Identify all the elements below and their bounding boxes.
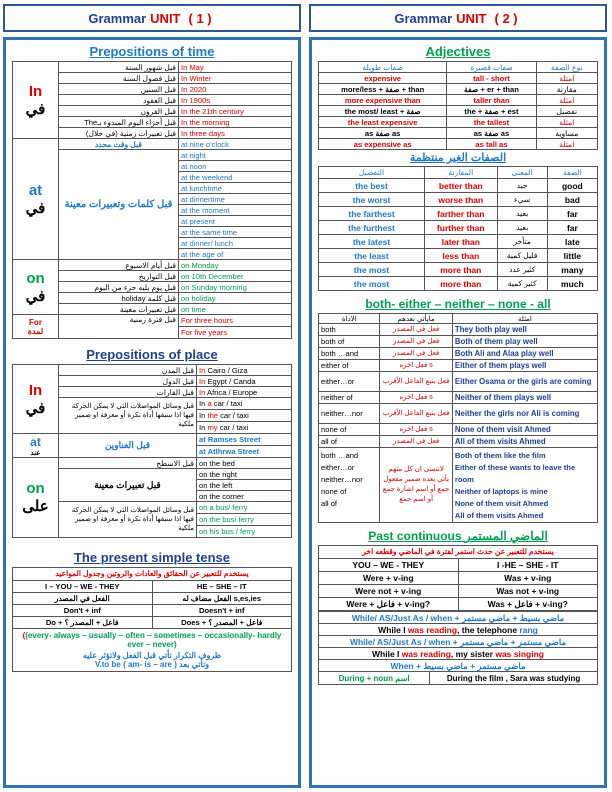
time-title: Prepositions of time bbox=[89, 44, 215, 59]
table-cell: For five years bbox=[179, 327, 292, 339]
table-cell: at the weekend bbox=[179, 172, 292, 183]
table-cell: فعل يتبع الفاعل الأقرب bbox=[380, 404, 453, 424]
both-row bbox=[319, 404, 598, 424]
adjectives-row bbox=[319, 117, 598, 128]
time-on-label: on في bbox=[13, 260, 59, 315]
unit1-title-word: Grammar bbox=[88, 10, 147, 26]
table-cell: Were not + v-ing bbox=[319, 585, 458, 598]
table-cell: In 2020 bbox=[179, 84, 292, 95]
table-cell: الفعل مضاف له s,es,ies bbox=[152, 593, 291, 605]
table-cell: as صفة as bbox=[447, 128, 536, 139]
present-adverbs-ar: ظروف التكرار تأتي قبل الفعل ولاتؤثر عليه bbox=[82, 651, 222, 660]
both-row bbox=[319, 336, 598, 348]
adjectives-row bbox=[319, 95, 598, 106]
table-cell: on the left bbox=[197, 480, 292, 491]
table-cell: قبل شهور السنة bbox=[59, 62, 179, 73]
table-cell: the tallest bbox=[447, 117, 536, 128]
table-cell: بعيد bbox=[497, 221, 547, 235]
present-usage: يستخدم للتعبير عن الحقائق والعادات والروتين وجدول المواعيد bbox=[55, 569, 249, 578]
table-cell: Was + فاعل + v-ing? bbox=[458, 598, 597, 611]
table-cell: at nine o'clock bbox=[179, 139, 292, 150]
adjectives-table bbox=[318, 61, 598, 150]
table-cell: Does + فاعل + المصدر ؟ bbox=[152, 617, 291, 629]
past-line-3: While/ AS/Just As / when + ماضي مستمر + ماضي مستمر bbox=[319, 635, 597, 647]
table-cell: In a car / taxi bbox=[197, 398, 292, 410]
place-on-row bbox=[13, 458, 292, 469]
table-cell: كثير عدد bbox=[497, 263, 547, 277]
table-cell: further than bbox=[425, 221, 498, 235]
table-cell: either of bbox=[319, 360, 380, 372]
both-row bbox=[319, 392, 598, 404]
table-cell: قبل المدن bbox=[59, 365, 197, 376]
table-cell: on the bed bbox=[197, 458, 292, 469]
place-on-label: on على bbox=[13, 458, 59, 538]
table-cell: at the age of bbox=[179, 249, 292, 260]
table-cell: لاتنسى ان كل منهم يأتي بعده ضمير مفعول جمع أو اسم اشارة جمع أو اسم جمع bbox=[380, 448, 453, 523]
table-cell: الصفة bbox=[547, 167, 597, 179]
table-cell: both of bbox=[319, 336, 380, 348]
table-cell: HE – SHE – IT bbox=[152, 581, 291, 593]
table-cell: In May bbox=[179, 62, 292, 73]
table-cell: Do + فاعل + المصدر ؟ bbox=[13, 617, 152, 629]
table-cell: قبل فترة زمنية bbox=[59, 315, 179, 339]
place-in-row bbox=[13, 365, 292, 376]
irregular-row bbox=[319, 235, 598, 249]
table-cell: قبل وقت محدد bbox=[59, 139, 179, 150]
table-cell: بعيد bbox=[497, 207, 547, 221]
table-cell: امثلة bbox=[536, 139, 597, 150]
present-row bbox=[13, 617, 291, 629]
present-row bbox=[13, 581, 291, 593]
table-cell: all of bbox=[319, 436, 380, 448]
table-cell: many bbox=[547, 263, 597, 277]
adjectives-header bbox=[319, 62, 598, 73]
table-cell: on the bus/ ferry bbox=[197, 514, 292, 526]
table-cell: on the right bbox=[197, 469, 292, 480]
time-at-row bbox=[13, 139, 292, 150]
present-adverbs: ((every- always – usually – often – sometimes – occasionally- hardly ever – never) bbox=[22, 631, 282, 649]
adjectives-row bbox=[319, 84, 598, 95]
present-row bbox=[13, 593, 291, 605]
table-cell: farther than bbox=[425, 207, 498, 221]
table-cell: قبل تعبيرات معينة bbox=[59, 469, 197, 502]
table-cell: the latest bbox=[319, 235, 425, 249]
table-cell: امثلة bbox=[536, 73, 597, 84]
table-cell: bad bbox=[547, 193, 597, 207]
both-row bbox=[319, 360, 598, 372]
table-cell: صفة + er + than bbox=[447, 84, 536, 95]
both-row bbox=[319, 324, 598, 336]
table-cell: late bbox=[547, 235, 597, 249]
table-cell: the + صفة + est bbox=[447, 106, 536, 117]
table-cell: more expensive than bbox=[319, 95, 447, 106]
table-cell: قبل العقود bbox=[59, 95, 179, 106]
table-cell: Both Ali and Alaa play well bbox=[452, 348, 597, 360]
unit2-title-unit: UNIT bbox=[456, 10, 487, 26]
table-cell: the worst bbox=[319, 193, 425, 207]
past-line-1: While/ AS/Just As / when + ماضي بسيط + ماضي مستمر bbox=[319, 611, 597, 623]
past-row bbox=[319, 598, 597, 611]
both-header bbox=[319, 314, 598, 324]
table-cell: None of them visit Ahmed bbox=[452, 424, 597, 436]
table-cell: قبل السنين bbox=[59, 84, 179, 95]
table-cell: In Egypt / Canda bbox=[197, 376, 292, 387]
table-cell: little bbox=[547, 249, 597, 263]
adjectives-title: Adjectives bbox=[425, 44, 491, 59]
past-table bbox=[319, 558, 597, 611]
past-line-4: While I was reading, my sister was singing bbox=[319, 647, 597, 659]
table-cell: worse than bbox=[425, 193, 498, 207]
table-cell: فعل في المصدر bbox=[380, 324, 453, 336]
time-in-row bbox=[13, 62, 292, 73]
both-row bbox=[319, 424, 598, 436]
table-cell: later than bbox=[425, 235, 498, 249]
adjectives-row bbox=[319, 139, 598, 150]
table-cell: at the moment bbox=[179, 205, 292, 216]
irregular-header bbox=[319, 167, 598, 179]
table-cell: better than bbox=[425, 179, 498, 193]
table-cell: نوع الصفة bbox=[536, 62, 597, 73]
unit2-column bbox=[309, 4, 607, 788]
adjectives-row bbox=[319, 106, 598, 117]
both-title: both- either – neither – none - all bbox=[365, 297, 551, 311]
table-cell: التفضيل bbox=[319, 167, 425, 179]
table-cell: I -HE – SHE - IT bbox=[458, 559, 597, 572]
table-cell: سيء bbox=[497, 193, 547, 207]
table-cell: فعل اخره s bbox=[380, 424, 453, 436]
adjectives-row bbox=[319, 128, 598, 139]
table-cell: good bbox=[547, 179, 597, 193]
past-title: Past continuous الماضي المستمر bbox=[368, 529, 548, 543]
place-title: Prepositions of place bbox=[86, 347, 218, 362]
past-row bbox=[319, 572, 597, 585]
present-vtobe: V.to be ( am- is – are ) وتأتي بعد bbox=[94, 660, 210, 669]
table-cell: قبل وسائل المواصلات التي لا يمكن الحركة فيها اذا سبقها أداة نكرة أو معرفة او ضمير ملكية bbox=[59, 398, 197, 434]
table-cell: امثلة bbox=[452, 314, 597, 324]
time-in-label: In في bbox=[13, 62, 59, 139]
table-cell: مساوية bbox=[536, 128, 597, 139]
table-cell: قبل وسائل المواصلات التي لا يمكن الحركة فيها اذا سبقها أداة نكرة أو معرفة او ضمير ملكية bbox=[59, 502, 197, 538]
table-cell: قبل يوم يليه جزء من اليوم bbox=[59, 282, 179, 293]
table-cell: either…or bbox=[319, 372, 380, 392]
irregular-row bbox=[319, 263, 598, 277]
past-row bbox=[319, 585, 597, 598]
past-usage: يستخدم للتعبير عن حدث استمر لفترة في الماضي وقطعه اخر bbox=[362, 547, 554, 556]
table-cell: neither of bbox=[319, 392, 380, 404]
table-cell: قبل تعبيرات معينة bbox=[59, 304, 179, 315]
time-on-row bbox=[13, 260, 292, 271]
table-cell: tall - short bbox=[447, 73, 536, 84]
table-cell: قبل تعبيرات زمنية (في خلال) bbox=[59, 128, 179, 139]
unit1-frame bbox=[3, 37, 301, 788]
table-cell: much bbox=[547, 277, 597, 291]
irregular-table bbox=[318, 166, 598, 291]
table-cell: الفعل في المصدر bbox=[13, 593, 152, 605]
table-cell: فعل اخره s bbox=[380, 392, 453, 404]
table-cell: the farthest bbox=[319, 207, 425, 221]
table-cell: فعل في المصدر bbox=[380, 436, 453, 448]
table-cell: متأخر bbox=[497, 235, 547, 249]
table-cell: قليل كمية bbox=[497, 249, 547, 263]
both-table bbox=[318, 313, 598, 523]
table-cell: فعل في المصدر bbox=[380, 348, 453, 360]
table-cell: the most bbox=[319, 263, 425, 277]
table-cell: the furthest bbox=[319, 221, 425, 235]
table-cell: Either Osama or the girls are coming bbox=[452, 372, 597, 392]
both-row bbox=[319, 436, 598, 448]
both-block bbox=[319, 448, 598, 523]
table-cell: صفات قصيرة bbox=[447, 62, 536, 73]
unit1-header bbox=[3, 4, 301, 32]
present-title: The present simple tense bbox=[73, 550, 231, 565]
unit1-title-unit: UNIT bbox=[150, 10, 181, 26]
table-cell: امثلة bbox=[536, 117, 597, 128]
present-row bbox=[13, 605, 291, 617]
past-line-6: During + noun اسم During the film , Sara was studying bbox=[319, 671, 597, 684]
table-cell: as tall as bbox=[447, 139, 536, 150]
table-cell: In three days bbox=[179, 128, 292, 139]
past-line-2: While I was reading, the telephone rang bbox=[319, 623, 597, 635]
table-cell: Don't + inf bbox=[13, 605, 152, 617]
time-for-label: For لمدة bbox=[13, 315, 59, 339]
time-table bbox=[12, 61, 292, 339]
table-cell: Either of them plays well bbox=[452, 360, 597, 372]
table-cell: at lunchtime bbox=[179, 183, 292, 194]
past-line-5: When + ماضي مستمر + ماضي بسيط bbox=[319, 659, 597, 671]
table-cell: Were + فاعل + v-ing? bbox=[319, 598, 458, 611]
table-cell: on Monday bbox=[179, 260, 292, 271]
table-cell: far bbox=[547, 207, 597, 221]
irregular-row bbox=[319, 221, 598, 235]
table-cell: الاداة bbox=[319, 314, 380, 324]
irregular-title: الصفات الغير منتظمة bbox=[409, 152, 507, 164]
table-cell: neither…nor bbox=[319, 404, 380, 424]
table-cell: I – YOU – WE - THEY bbox=[13, 581, 152, 593]
table-cell: Doesn't + inf bbox=[152, 605, 291, 617]
table-cell: the most/ least + صفة bbox=[319, 106, 447, 117]
table-cell: فعل يتبع الفاعل الأقرب bbox=[380, 372, 453, 392]
table-cell: جيد bbox=[497, 179, 547, 193]
present-table bbox=[13, 580, 291, 629]
table-cell: قبل فصول السنة bbox=[59, 73, 179, 84]
table-cell: قبل القارات bbox=[59, 387, 197, 398]
present-box bbox=[12, 567, 292, 672]
table-cell: expensive bbox=[319, 73, 447, 84]
table-cell: more/less + صفة + than bbox=[319, 84, 447, 95]
table-cell: at Atlhrwa Street bbox=[197, 446, 292, 458]
table-cell: قبل أجزاء اليوم المبدوء بـThe bbox=[59, 117, 179, 128]
time-at-label: at في bbox=[13, 139, 59, 260]
table-cell: المقارنة bbox=[425, 167, 498, 179]
table-cell: Were + v-ing bbox=[319, 572, 458, 585]
table-cell: تفضيل bbox=[536, 106, 597, 117]
table-cell: at Ramses Street bbox=[197, 434, 292, 446]
table-cell: Was not + v-ing bbox=[458, 585, 597, 598]
table-cell: at dinnertime bbox=[179, 194, 292, 205]
table-cell: In Africa / Europe bbox=[197, 387, 292, 398]
table-cell: as expensive as bbox=[319, 139, 447, 150]
table-cell: more than bbox=[425, 263, 498, 277]
table-cell: less than bbox=[425, 249, 498, 263]
table-cell: the least expensive bbox=[319, 117, 447, 128]
past-box bbox=[318, 545, 598, 685]
unit2-header bbox=[309, 4, 607, 32]
unit2-frame bbox=[309, 37, 607, 788]
irregular-row bbox=[319, 277, 598, 291]
table-cell: Neither the girls nor Ali is coming bbox=[452, 404, 597, 424]
table-cell: both …and either…or neither…nor none of all of bbox=[319, 448, 380, 523]
place-at-row bbox=[13, 434, 292, 446]
table-cell: as صفة as bbox=[319, 128, 447, 139]
table-cell: at dinner/ lunch bbox=[179, 238, 292, 249]
table-cell: قبل كلمات وتعبيرات معينة bbox=[59, 150, 179, 260]
table-cell: All of them visits Ahmed bbox=[452, 436, 597, 448]
irregular-row bbox=[319, 249, 598, 263]
irregular-row bbox=[319, 193, 598, 207]
table-cell: the least bbox=[319, 249, 425, 263]
unit2-title-num: ( 2 ) bbox=[494, 10, 518, 26]
table-cell: قبل الدول bbox=[59, 376, 197, 387]
table-cell: the most bbox=[319, 277, 425, 291]
table-cell: Was + v-ing bbox=[458, 572, 597, 585]
table-cell: مقارنة bbox=[536, 84, 597, 95]
table-cell: none of bbox=[319, 424, 380, 436]
table-cell: In the morning bbox=[179, 117, 292, 128]
table-cell: on holiday bbox=[179, 293, 292, 304]
table-cell: on 10th December bbox=[179, 271, 292, 282]
table-cell: فعل في المصدر bbox=[380, 336, 453, 348]
table-cell: مايأتي بعدهم bbox=[380, 314, 453, 324]
table-cell: Neither of them plays well bbox=[452, 392, 597, 404]
table-cell: فعل اخره s bbox=[380, 360, 453, 372]
table-cell: YOU – WE - THEY bbox=[319, 559, 458, 572]
table-cell: on a bus/ ferry bbox=[197, 502, 292, 514]
table-cell: In the car / taxi bbox=[197, 410, 292, 422]
adjectives-row bbox=[319, 73, 598, 84]
table-cell: قبل أيام الاسبوع bbox=[59, 260, 179, 271]
table-cell: In Winter bbox=[179, 73, 292, 84]
both-row bbox=[319, 372, 598, 392]
irregular-row bbox=[319, 179, 598, 193]
both-row bbox=[319, 348, 598, 360]
table-cell: both bbox=[319, 324, 380, 336]
table-cell: both …and bbox=[319, 348, 380, 360]
table-cell: صفات طويلة bbox=[319, 62, 447, 73]
table-cell: امثلة bbox=[536, 95, 597, 106]
table-cell: In the 21th century bbox=[179, 106, 292, 117]
table-cell: قبل الاسطح bbox=[59, 458, 197, 469]
table-cell: In my car / taxi bbox=[197, 422, 292, 434]
table-cell: قبل القرون bbox=[59, 106, 179, 117]
table-cell: المعنى bbox=[497, 167, 547, 179]
table-cell: قبل العناوين bbox=[59, 434, 197, 458]
unit1-title-num: ( 1 ) bbox=[188, 10, 212, 26]
table-cell: قبل كلمة holiday bbox=[59, 293, 179, 304]
table-cell: In Cairo / Giza bbox=[197, 365, 292, 376]
place-table bbox=[12, 364, 292, 538]
irregular-row bbox=[319, 207, 598, 221]
past-row bbox=[319, 559, 597, 572]
table-cell: Both of them play well bbox=[452, 336, 597, 348]
table-cell: كثير كمية bbox=[497, 277, 547, 291]
table-cell: at the same time bbox=[179, 227, 292, 238]
table-cell: the best bbox=[319, 179, 425, 193]
table-cell: They both play well bbox=[452, 324, 597, 336]
table-cell: on the corner bbox=[197, 491, 292, 502]
table-cell: more than bbox=[425, 277, 498, 291]
table-cell: For three hours bbox=[179, 315, 292, 327]
table-cell: far bbox=[547, 221, 597, 235]
table-cell: on time bbox=[179, 304, 292, 315]
unit1-column bbox=[3, 4, 301, 788]
table-cell: at night bbox=[179, 150, 292, 161]
table-cell: at noon bbox=[179, 161, 292, 172]
table-cell: قبل التواريخ bbox=[59, 271, 179, 282]
table-cell: on Sunday morning bbox=[179, 282, 292, 293]
unit2-title-word: Grammar bbox=[394, 10, 453, 26]
time-for-row bbox=[13, 315, 292, 327]
place-at-label: at عند bbox=[13, 434, 59, 458]
table-cell: Both of them like the film Either of these wants to leave the room Neither of laptops is mine None of them visit Ahmed All of them visits Ahmed bbox=[452, 448, 597, 523]
place-in-label: In في bbox=[13, 365, 59, 434]
table-cell: taller than bbox=[447, 95, 536, 106]
table-cell: In 1900s bbox=[179, 95, 292, 106]
table-cell: at present bbox=[179, 216, 292, 227]
table-cell: on his bus / ferry bbox=[197, 526, 292, 538]
